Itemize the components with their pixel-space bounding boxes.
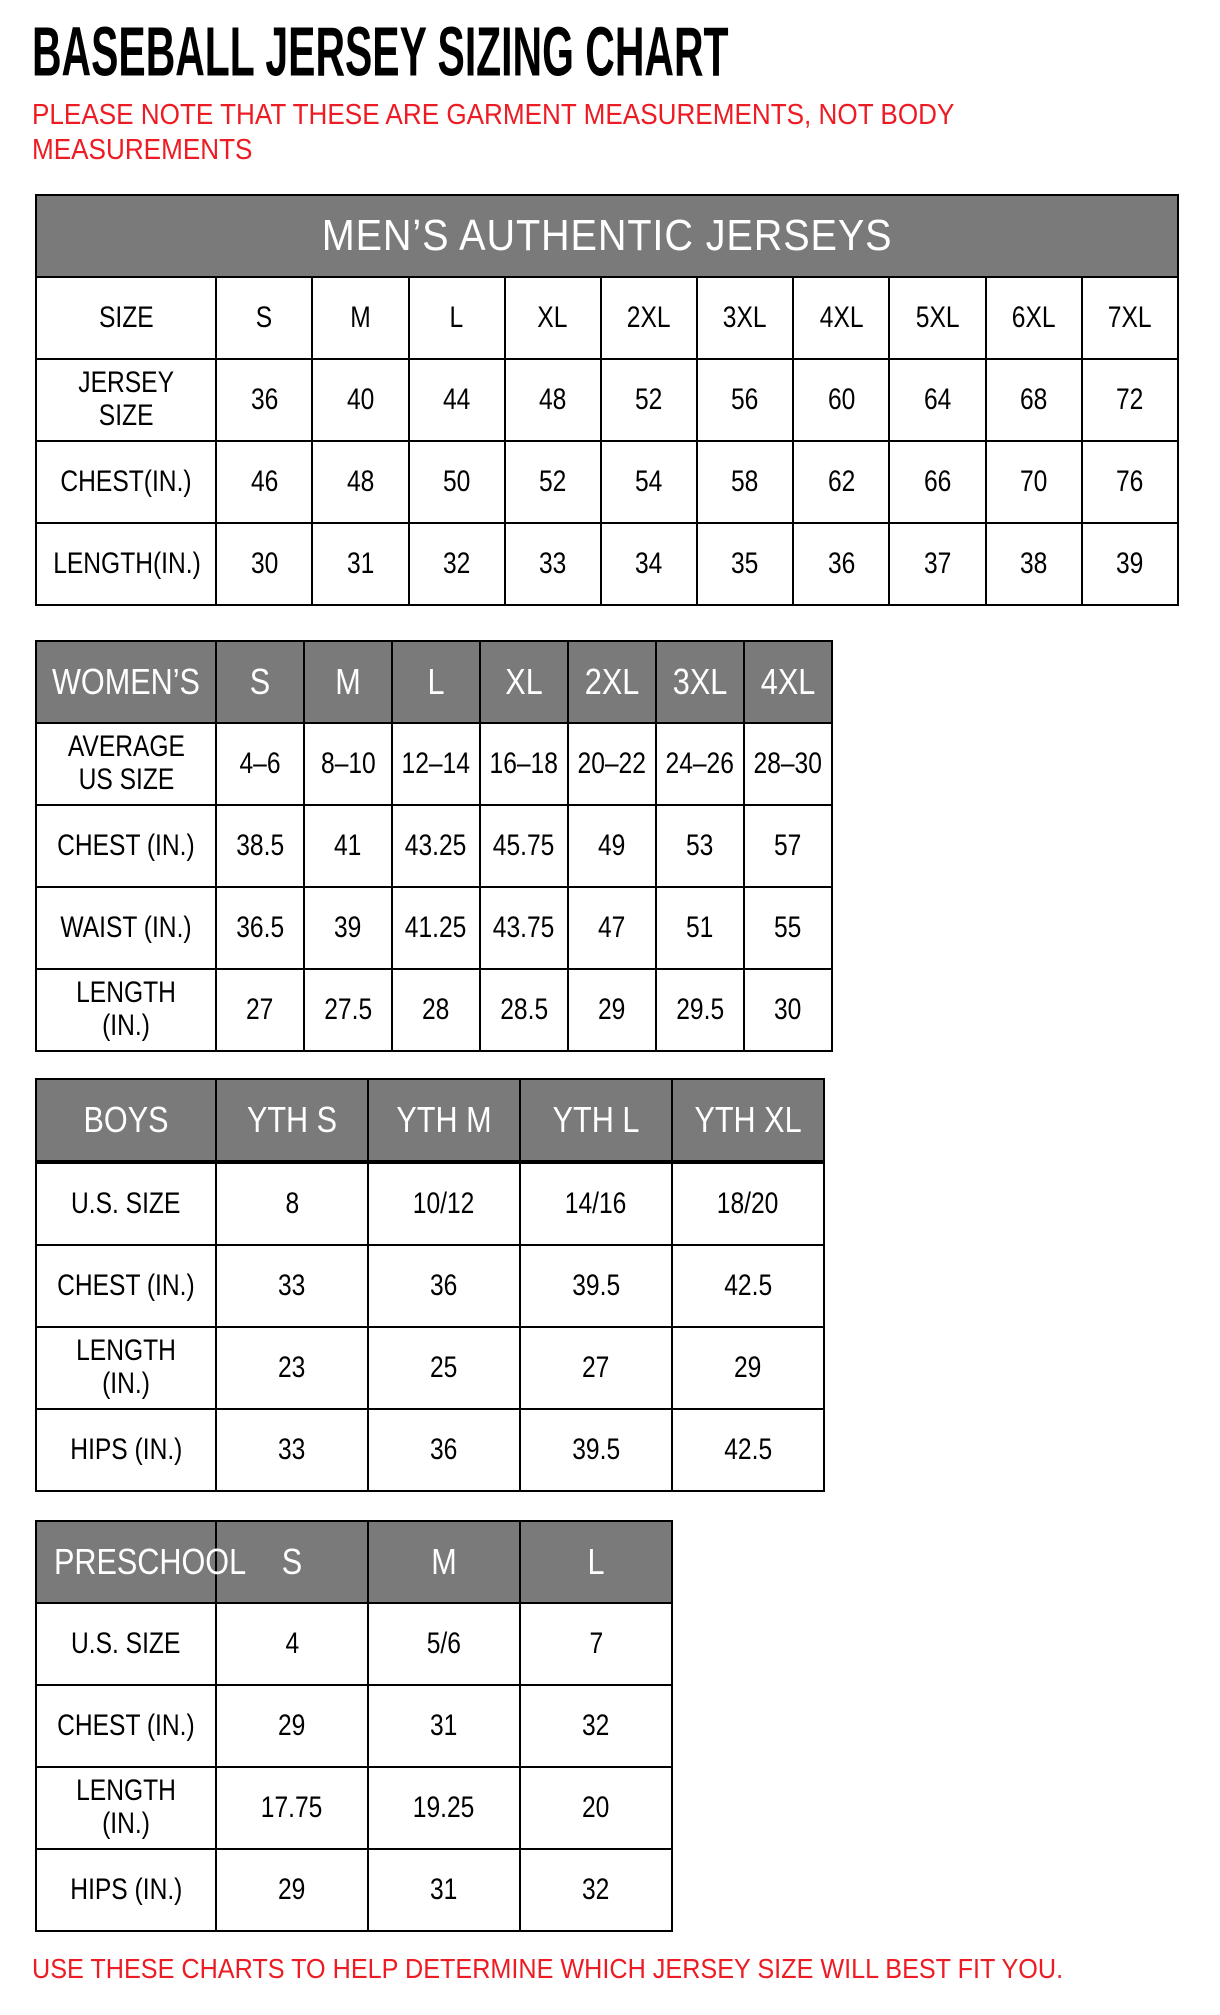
value-cell (409, 277, 505, 359)
size-column-header-text: YTH XL (694, 1098, 802, 1140)
value-cell (216, 969, 304, 1051)
value-cell-text: 32 (443, 546, 471, 580)
table-header-label (36, 1079, 216, 1162)
value-cell (312, 277, 408, 359)
fit-advice-note (32, 1952, 1220, 1986)
value-cell-text: 43.25 (405, 828, 467, 862)
spacer (32, 168, 1220, 194)
value-cell (216, 1603, 368, 1685)
row-label (36, 523, 216, 605)
size-column-header-text: S (281, 1540, 303, 1582)
value-cell-text: 20–22 (577, 746, 647, 780)
table-banner-text: MEN’S AUTHENTIC JERSEYS (321, 210, 893, 260)
table-row (36, 359, 1178, 441)
table-row (36, 723, 832, 805)
value-cell-text: 39.5 (572, 1432, 620, 1466)
value-cell (368, 1327, 520, 1409)
value-cell (744, 723, 832, 805)
row-label (36, 441, 216, 523)
value-cell-text: 54 (635, 464, 663, 498)
value-cell (368, 1245, 520, 1327)
value-cell-text: 42.5 (724, 1432, 772, 1466)
value-cell (216, 887, 304, 969)
value-cell-text: 50 (443, 464, 471, 498)
value-cell (656, 887, 744, 969)
value-cell (505, 441, 601, 523)
value-cell-text: 7 (589, 1626, 603, 1660)
size-column-header-text: 2XL (584, 660, 640, 702)
value-cell (697, 277, 793, 359)
row-label (36, 805, 216, 887)
row-label (36, 1685, 216, 1767)
value-cell-text: 27 (246, 992, 274, 1026)
value-cell (312, 441, 408, 523)
value-cell (216, 359, 312, 441)
row-label (36, 1409, 216, 1491)
table-row (36, 441, 1178, 523)
value-cell (312, 523, 408, 605)
value-cell (505, 359, 601, 441)
value-cell (1082, 277, 1178, 359)
value-cell (568, 969, 656, 1051)
value-cell (697, 359, 793, 441)
value-cell-text: 29 (278, 1708, 306, 1742)
table-banner (36, 195, 1178, 277)
value-cell-text: 12–14 (401, 746, 471, 780)
value-cell-text: 31 (430, 1872, 458, 1906)
row-label-text: CHEST (IN.) (57, 828, 195, 862)
table-row (36, 1162, 824, 1245)
value-cell (312, 359, 408, 441)
row-label-text: JERSEY SIZE (78, 366, 174, 433)
table-header-row (36, 641, 832, 723)
value-cell-text: 49 (598, 828, 626, 862)
value-cell-text: 14/16 (565, 1186, 627, 1220)
value-cell-text: 36 (430, 1432, 458, 1466)
value-cell-text: 19.25 (413, 1790, 475, 1824)
spacer (32, 606, 1220, 640)
size-column-header (304, 641, 392, 723)
value-cell-text: 62 (827, 464, 855, 498)
value-cell-text: 20 (582, 1790, 610, 1824)
value-cell (1082, 523, 1178, 605)
row-label (36, 1603, 216, 1685)
row-label-text: CHEST (IN.) (57, 1268, 195, 1302)
value-cell-text: 57 (774, 828, 802, 862)
value-cell-text: 40 (346, 382, 375, 416)
value-cell-text: 76 (1116, 464, 1144, 498)
garment-measurements-note (32, 98, 1220, 168)
value-cell (744, 887, 832, 969)
row-label (36, 1767, 216, 1849)
value-cell-text: 32 (582, 1708, 610, 1742)
value-cell (392, 969, 480, 1051)
value-cell-text: 3XL (723, 300, 768, 334)
value-cell-text: 5/6 (426, 1626, 462, 1660)
value-cell-text: 27.5 (324, 992, 372, 1026)
table-row (36, 1245, 824, 1327)
size-column-header-text: L (587, 1540, 605, 1582)
table-row (36, 805, 832, 887)
value-cell (697, 441, 793, 523)
row-label-text: LENGTH(IN.) (53, 546, 201, 580)
table-row (36, 1327, 824, 1409)
value-cell-text: 48 (539, 382, 567, 416)
value-cell-text: 68 (1019, 382, 1048, 416)
value-cell (216, 277, 312, 359)
row-label (36, 723, 216, 805)
value-cell-text: 45.75 (493, 828, 555, 862)
row-label (36, 277, 216, 359)
value-cell (216, 523, 312, 605)
value-cell-text: 34 (635, 546, 663, 580)
table-row (36, 1409, 824, 1491)
value-cell-text: 48 (346, 464, 375, 498)
value-cell-text: 39 (334, 910, 362, 944)
value-cell-text: 4–6 (239, 746, 281, 780)
size-column-header-text: 4XL (760, 660, 816, 702)
value-cell (744, 969, 832, 1051)
value-cell-text: 52 (635, 382, 663, 416)
value-cell (744, 805, 832, 887)
value-cell-text: 38.5 (236, 828, 284, 862)
value-cell (368, 1603, 520, 1685)
boys-jerseys-table (35, 1078, 825, 1492)
row-label-text: LENGTH (IN.) (76, 976, 176, 1043)
value-cell (505, 523, 601, 605)
value-cell-text: 29 (734, 1350, 762, 1384)
value-cell-text: 42.5 (724, 1268, 772, 1302)
value-cell (216, 805, 304, 887)
value-cell-text: 33 (278, 1432, 306, 1466)
row-label-text: SIZE (98, 300, 154, 334)
value-cell (480, 723, 568, 805)
size-column-header (672, 1079, 824, 1162)
value-cell-text: 16–18 (489, 746, 559, 780)
value-cell-text: 2XL (627, 300, 671, 334)
value-cell-text: 6XL (1011, 300, 1056, 334)
value-cell-text: 28 (422, 992, 450, 1026)
spacer (32, 1052, 1220, 1078)
value-cell-text: 37 (923, 546, 952, 580)
value-cell (889, 523, 985, 605)
value-cell-text: XL (537, 300, 568, 334)
size-column-header-text: XL (505, 660, 543, 702)
size-column-header (216, 641, 304, 723)
value-cell (601, 441, 697, 523)
size-column-header (368, 1079, 520, 1162)
value-cell (672, 1245, 824, 1327)
size-column-header (368, 1521, 520, 1603)
value-cell (216, 723, 304, 805)
value-cell-text: 28–30 (753, 746, 823, 780)
size-column-header (656, 641, 744, 723)
value-cell (520, 1162, 672, 1245)
value-cell-text: 38 (1019, 546, 1048, 580)
value-cell-text: M (350, 300, 371, 334)
value-cell-text: 30 (774, 992, 802, 1026)
value-cell (216, 1245, 368, 1327)
value-cell (520, 1245, 672, 1327)
value-cell (480, 969, 568, 1051)
value-cell-text: 5XL (915, 300, 960, 334)
table-row (36, 887, 832, 969)
value-cell (986, 523, 1082, 605)
value-cell-text: 36 (430, 1268, 458, 1302)
value-cell-text: 25 (430, 1350, 458, 1384)
value-cell (520, 1327, 672, 1409)
value-cell (216, 1327, 368, 1409)
table-row (36, 1685, 672, 1767)
value-cell-text: 66 (923, 464, 952, 498)
value-cell (1082, 359, 1178, 441)
garment-measurements-note-text: PLEASE NOTE THAT THESE ARE GARMENT MEASUREMENTS, NOT BODY MEASUREMENTS (32, 99, 954, 166)
row-label-text: HIPS (IN.) (69, 1872, 183, 1906)
row-label (36, 969, 216, 1051)
value-cell (368, 1685, 520, 1767)
row-label-text: U.S. SIZE (71, 1186, 181, 1220)
value-cell-text: 55 (774, 910, 802, 944)
value-cell-text: 53 (686, 828, 714, 862)
spacer (32, 1492, 1220, 1520)
page-title (32, 11, 1220, 91)
value-cell (672, 1162, 824, 1245)
value-cell-text: 36 (250, 382, 279, 416)
size-column-header-text: M (431, 1540, 457, 1582)
value-cell (520, 1685, 672, 1767)
value-cell (889, 441, 985, 523)
size-column-header-text: YTH S (246, 1098, 338, 1140)
table-row (36, 1767, 672, 1849)
value-cell (986, 277, 1082, 359)
value-cell-text: 24–26 (665, 746, 735, 780)
page-title-text: BASEBALL JERSEY SIZING CHART (32, 11, 729, 91)
table-header-row (36, 1521, 672, 1603)
table-row (36, 1603, 672, 1685)
value-cell-text: 35 (731, 546, 759, 580)
value-cell (889, 277, 985, 359)
row-label-text: U.S. SIZE (71, 1626, 181, 1660)
value-cell-text: 36.5 (236, 910, 284, 944)
table-banner-row (36, 195, 1178, 277)
value-cell-text: 4 (285, 1626, 299, 1660)
value-cell-text: 29.5 (676, 992, 724, 1026)
value-cell-text: L (449, 300, 464, 334)
value-cell-text: 31 (430, 1708, 458, 1742)
size-column-header (216, 1079, 368, 1162)
value-cell (368, 1767, 520, 1849)
size-column-header (392, 641, 480, 723)
value-cell (304, 969, 392, 1051)
value-cell (304, 723, 392, 805)
value-cell (216, 1409, 368, 1491)
row-label-text: AVERAGE US SIZE (67, 730, 185, 797)
value-cell (520, 1849, 672, 1931)
value-cell (793, 277, 889, 359)
table-header-label-text: WOMEN’S (52, 660, 200, 702)
row-label-text: LENGTH (IN.) (76, 1774, 176, 1841)
size-column-header (520, 1521, 672, 1603)
value-cell (568, 887, 656, 969)
row-label-text: CHEST (IN.) (57, 1708, 195, 1742)
table-header-row (36, 1079, 824, 1162)
value-cell-text: 18/20 (717, 1186, 779, 1220)
value-cell (568, 723, 656, 805)
table-header-label-text: BOYS (83, 1098, 169, 1140)
value-cell-text: 32 (582, 1872, 610, 1906)
value-cell-text: 46 (250, 464, 279, 498)
value-cell-text: 17.75 (261, 1790, 323, 1824)
value-cell-text: 8 (285, 1186, 299, 1220)
value-cell-text: S (256, 300, 273, 334)
value-cell (368, 1162, 520, 1245)
value-cell-text: 64 (923, 382, 952, 416)
value-cell-text: 52 (539, 464, 567, 498)
size-column-header (568, 641, 656, 723)
value-cell-text: 8–10 (320, 746, 376, 780)
value-cell (889, 359, 985, 441)
value-cell (672, 1409, 824, 1491)
table-header-label-text: PRESCHOOL (53, 1540, 247, 1582)
value-cell (368, 1409, 520, 1491)
value-cell-text: 70 (1019, 464, 1048, 498)
value-cell-text: 41 (334, 828, 362, 862)
value-cell (672, 1327, 824, 1409)
value-cell-text: 43.75 (493, 910, 555, 944)
value-cell-text: 44 (443, 382, 471, 416)
size-column-header-text: YTH L (552, 1098, 640, 1140)
value-cell (986, 441, 1082, 523)
value-cell (601, 359, 697, 441)
value-cell-text: 29 (278, 1872, 306, 1906)
row-label-text: LENGTH (IN.) (76, 1334, 176, 1401)
value-cell (409, 441, 505, 523)
value-cell (601, 277, 697, 359)
size-column-header-text: S (249, 660, 271, 702)
value-cell (656, 805, 744, 887)
row-label (36, 359, 216, 441)
value-cell-text: 7XL (1107, 300, 1152, 334)
value-cell (216, 1849, 368, 1931)
value-cell (409, 523, 505, 605)
size-column-header-text: M (335, 660, 361, 702)
value-cell (480, 887, 568, 969)
value-cell-text: 29 (598, 992, 626, 1026)
value-cell (392, 723, 480, 805)
value-cell-text: 39.5 (572, 1268, 620, 1302)
table-header-label (36, 1521, 247, 1603)
value-cell-text: 10/12 (413, 1186, 475, 1220)
value-cell-text: 41.25 (405, 910, 467, 944)
value-cell (568, 805, 656, 887)
value-cell (480, 805, 568, 887)
row-label (36, 1849, 216, 1931)
value-cell (304, 887, 392, 969)
value-cell-text: 36 (827, 546, 855, 580)
value-cell (392, 887, 480, 969)
value-cell (601, 523, 697, 605)
row-label-text: WAIST (IN.) (60, 910, 192, 944)
table-header-label (36, 641, 216, 723)
value-cell (216, 1162, 368, 1245)
value-cell-text: 4XL (819, 300, 864, 334)
value-cell (697, 523, 793, 605)
value-cell-text: 56 (731, 382, 759, 416)
table-row (36, 277, 1178, 359)
value-cell (793, 359, 889, 441)
value-cell-text: 31 (346, 546, 375, 580)
value-cell-text: 33 (539, 546, 567, 580)
value-cell-text: 23 (278, 1350, 306, 1384)
preschool-jerseys-table (35, 1520, 673, 1932)
mens-authentic-jerseys-table (35, 194, 1179, 606)
value-cell-text: 27 (582, 1350, 610, 1384)
value-cell (1082, 441, 1178, 523)
value-cell (392, 805, 480, 887)
table-row (36, 969, 832, 1051)
row-label (36, 1245, 216, 1327)
value-cell (520, 1603, 672, 1685)
value-cell (520, 1409, 672, 1491)
value-cell-text: 51 (686, 910, 714, 944)
value-cell (368, 1849, 520, 1931)
value-cell (409, 359, 505, 441)
fit-advice-note-text: USE THESE CHARTS TO HELP DETERMINE WHICH JERSEY SIZE WILL BEST FIT YOU. (32, 1952, 1064, 1984)
row-label (36, 1162, 216, 1245)
value-cell-text: 72 (1116, 382, 1144, 416)
size-column-header-text: 3XL (672, 660, 728, 702)
value-cell (986, 359, 1082, 441)
value-cell (216, 1767, 368, 1849)
size-column-header (480, 641, 568, 723)
value-cell (520, 1767, 672, 1849)
value-cell (216, 1685, 368, 1767)
size-column-header (520, 1079, 672, 1162)
row-label-text: CHEST(IN.) (60, 464, 192, 498)
row-label (36, 1327, 216, 1409)
size-column-header (744, 641, 832, 723)
value-cell-text: 58 (731, 464, 759, 498)
value-cell (793, 523, 889, 605)
value-cell-text: 28.5 (500, 992, 548, 1026)
size-column-header-text: L (427, 660, 445, 702)
row-label-text: HIPS (IN.) (69, 1432, 183, 1466)
value-cell (304, 805, 392, 887)
value-cell-text: 47 (598, 910, 626, 944)
value-cell-text: 33 (278, 1268, 306, 1302)
value-cell (656, 969, 744, 1051)
value-cell-text: 39 (1116, 546, 1144, 580)
table-row (36, 523, 1178, 605)
value-cell (656, 723, 744, 805)
value-cell (793, 441, 889, 523)
value-cell-text: 30 (250, 546, 279, 580)
value-cell-text: 60 (827, 382, 855, 416)
value-cell (505, 277, 601, 359)
value-cell (216, 441, 312, 523)
row-label (36, 887, 216, 969)
size-column-header-text: YTH M (396, 1098, 492, 1140)
table-row (36, 1849, 672, 1931)
womens-jerseys-table (35, 640, 833, 1052)
